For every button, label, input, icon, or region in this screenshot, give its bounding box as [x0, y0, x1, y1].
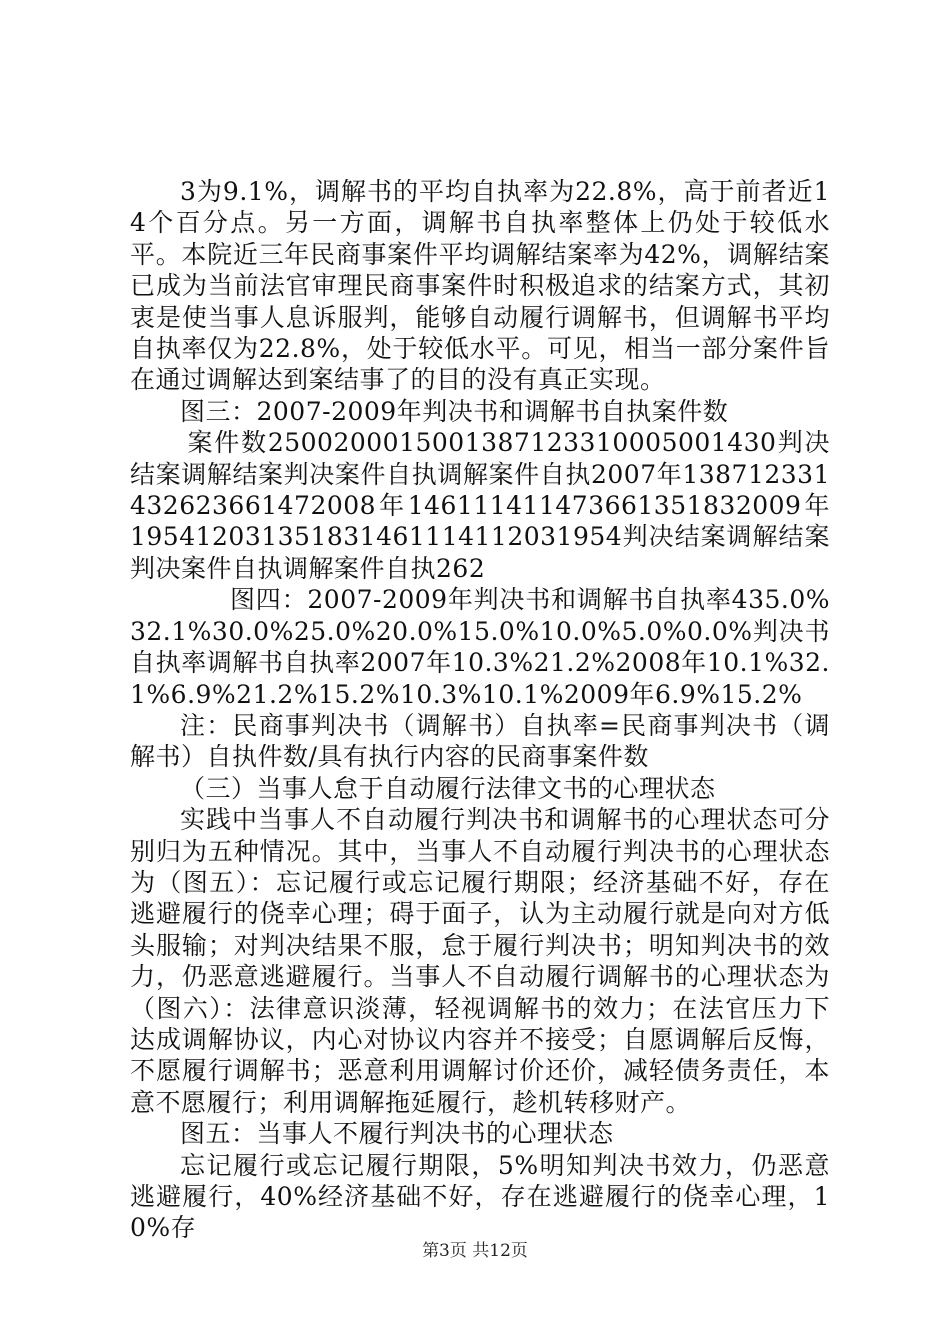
figure-5-data-text: 忘记履行或忘记履行期限，5%明知判决书效力，仍恶意逃避履行，40%经济基础不好，存在逃避履行的侥幸心理，10%存: [130, 1150, 830, 1243]
paragraph-mediation-rate: 3为9.1%，调解书的平均自执率为22.8%，高于前者近14个百分点。另一方面，调解书自执率整体上仍处于较低水平。本院近三年民商事案件平均调解结案率为42%，调解结案已成为当前法官审理民商事案件时积极追求的结案方式，其初衷是使当事人息诉服判，能够自动履行调解书，但调解书平均自执率仅为22.8%，处于较低水平。可见，相当一部分案件旨在通过调解达到案结事了的目的没有真正实现。: [130, 177, 830, 395]
page-number-footer: 第3页 共12页: [422, 1241, 528, 1261]
paragraph-psychological-states: 实践中当事人不自动履行判决书和调解书的心理状态可分别归为五种情况。其中，当事人不自动履行判决书的心理状态为（图五）：忘记履行或忘记履行期限；经济基础不好，存在逃避履行的侥幸心理；碍于面子，认为主动履行就是向对方低头服输；对判决结果不服，怠于履行判决书；明知判决书的效力，仍恶意逃避履行。当事人不自动履行调解书的心理状态为（图六）：法律意识淡薄，轻视调解书的效力；在法官压力下达成调解协议，内心对协议内容并不接受；自愿调解后反悔，不愿履行调解书；恶意利用调解讨价还价，减轻债务责任，本意不愿履行；利用调解拖延履行，趁机转移财产。: [130, 805, 830, 1117]
note-paragraph: 注：民商事判决书（调解书）自执率=民商事判决书（调解书）自执件数/具有执行内容的民商事案件数: [130, 710, 830, 772]
figure-3-caption: 图三：2007-2009年判决书和调解书自执案件数: [180, 396, 729, 426]
figure-5-caption: 图五：当事人不履行判决书的心理状态: [180, 1119, 614, 1149]
document-body: [130, 176, 830, 1244]
figure-4-caption-data-text: 图四：2007-2009年判决书和调解书自执率435.0%32.1%30.0%25.0%20.0%15.0%10.0%5.0%0.0%判决书自执率调解书自执率2007年10.3%21.2%2008年10.1%32.1%6.9%21.2%15.2%10.3%10.1%2009年6.9%15.2%: [130, 585, 830, 709]
figure-3-data-text: 案件数2500200015001387123310005001430判决结案调解结案判决案件自执调解案件自执2007年138712331432623661472008年146111411473661351832009年195412031351831461114112031954判决结案调解结案判决案件自执调解案件自执262: [130, 428, 830, 583]
section-heading-psychology: （三）当事人怠于自动履行法律文书的心理状态: [180, 773, 716, 803]
